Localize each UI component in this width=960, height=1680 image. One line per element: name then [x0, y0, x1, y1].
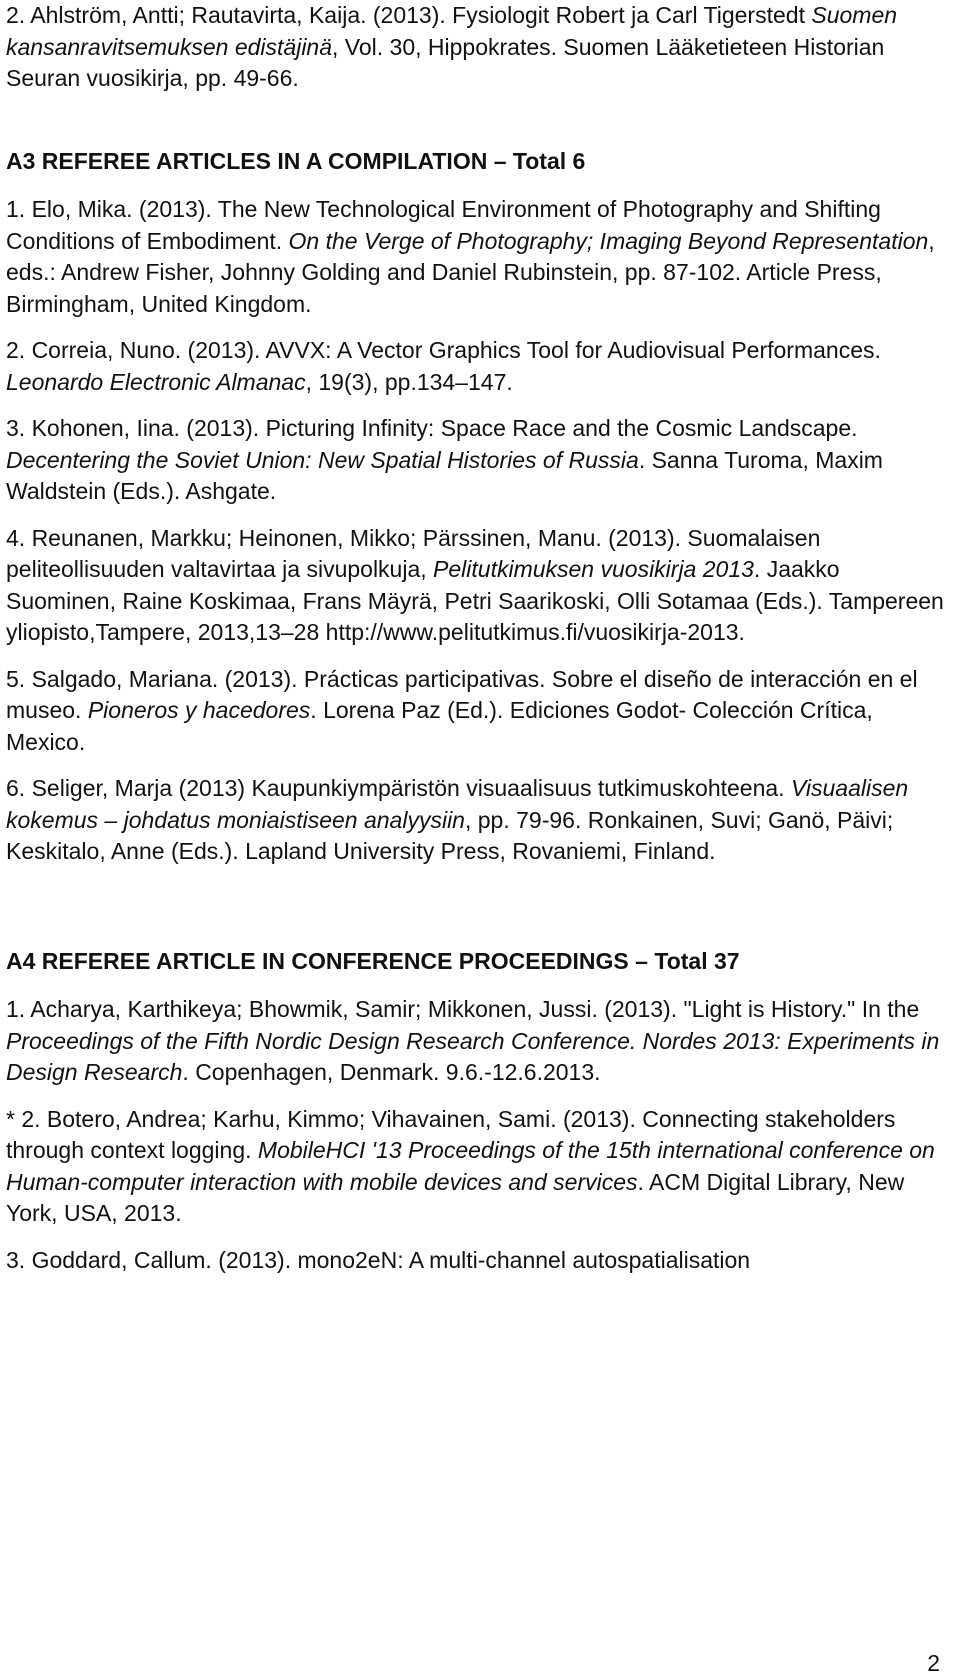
entry-text: 3. Goddard, Callum. (2013). mono2eN: A multi-channel autospatialisation: [6, 1246, 751, 1273]
entry-italic-title: On the Verge of Photography; Imaging Beyond Representation: [288, 227, 929, 254]
entry-text: , Vol. 30, Hippokrates. Suomen Lääketieteen Historian Seuran vuosikirja, pp. 49-66.: [6, 33, 885, 91]
reference-entry: [6, 1245, 946, 1277]
reference-entry: [6, 773, 946, 868]
entry-text: 2. Ahlström, Antti; Rautavirta, Kaija. (2013). Fysiologit Robert ja Carl Tigerstedt: [6, 2, 812, 28]
section-heading-a4: A4 REFEREE ARTICLE IN CONFERENCE PROCEEDINGS – Total 37: [6, 947, 740, 974]
entry-text: . ACM Digital Library, New York, USA, 2013.: [6, 1168, 905, 1226]
entry-italic-title: Proceedings of the Fifth Nordic Design Research Conference. Nordes 2013: Experiments in Design Research: [6, 1027, 940, 1085]
entry-italic-title: Leonardo Electronic Almanac: [6, 368, 306, 395]
entry-italic-title: Decentering the Soviet Union: New Spatial Histories of Russia: [6, 446, 639, 473]
reference-entry: [6, 0, 946, 95]
page-number: 2: [927, 1650, 940, 1676]
reference-entry: [6, 523, 946, 649]
reference-entry: [6, 664, 946, 759]
reference-entry: [6, 413, 946, 508]
entry-text: 1. Elo, Mika. (2013). The New Technological Environment of Photography and Shifting Conditions of Embodiment.: [6, 196, 881, 254]
entry-text: * 2. Botero, Andrea; Karhu, Kimmo; Vihavainen, Sami. (2013). Connecting stakeholders through context logging.: [6, 1105, 896, 1163]
reference-entry: [6, 194, 946, 320]
entry-text: 1. Acharya, Karthikeya; Bhowmik, Samir; Mikkonen, Jussi. (2013). "Light is History." In the: [6, 996, 920, 1022]
entry-text: . Sanna Turoma, Maxim Waldstein (Eds.). Ashgate.: [6, 446, 883, 504]
reference-entry: [6, 335, 946, 398]
entry-text: , pp. 79-96. Ronkainen, Suvi; Ganö, Päivi; Keskitalo, Anne (Eds.). Lapland University Press, Rovaniemi, Finland.: [6, 806, 894, 864]
entry-text: 2. Correia, Nuno. (2013). AVVX: A Vector Graphics Tool for Audiovisual Performances.: [6, 337, 881, 363]
entry-text: . Lorena Paz (Ed.). Ediciones Godot- Colección Crítica, Mexico.: [6, 697, 873, 755]
entry-italic-title: Suomen kansanravitsemuksen edistäjinä: [6, 2, 898, 60]
entry-text: 3. Kohonen, Iina. (2013). Picturing Infinity: Space Race and the Cosmic Landscape.: [6, 415, 858, 441]
document-page: [6, 0, 946, 1276]
reference-entry: [6, 1104, 946, 1230]
entry-italic-title: MobileHCI '13 Proceedings of the 15th international conference on Human-computer interaction with mobile devices and services: [6, 1137, 935, 1195]
entry-text: , 19(3), pp.134–147.: [305, 368, 513, 395]
entry-text: 4. Reunanen, Markku; Heinonen, Mikko; Pärssinen, Manu. (2013). Suomalaisen peliteollisuuden valtavirtaa ja sivupolkuja,: [6, 524, 821, 582]
entry-italic-title: Pelitutkimuksen vuosikirja 2013: [433, 556, 754, 582]
entry-text: . Copenhagen, Denmark. 9.6.-12.6.2013.: [182, 1059, 601, 1085]
entry-text: , eds.: Andrew Fisher, Johnny Golding and Daniel Rubinstein, pp. 87-102. Article Press, Birmingham, United Kingdom.: [6, 227, 935, 317]
entry-italic-title: Pioneros y hacedores: [87, 697, 311, 723]
section-heading-a3: A3 REFEREE ARTICLES IN A COMPILATION – Total 6: [6, 147, 586, 174]
entry-text: 5. Salgado, Mariana. (2013). Prácticas participativas. Sobre el diseño de interacción en el museo.: [6, 665, 918, 723]
entry-text: 6. Seliger, Marja (2013) Kaupunkiympäristön visuaalisuus tutkimuskohteena.: [6, 775, 791, 801]
reference-entry: [6, 994, 946, 1089]
entry-text: . Jaakko Suominen, Raine Koskimaa, Frans Mäyrä, Petri Saarikoski, Olli Sotamaa (Eds.). Tampereen yliopisto,Tampere, 2013,13–28 http://www.pelitutkimus.fi/vuosikirja-2013.: [6, 556, 944, 645]
entry-italic-title: Visuaalisen kokemus – johdatus moniaistiseen analyysiin: [6, 775, 909, 833]
